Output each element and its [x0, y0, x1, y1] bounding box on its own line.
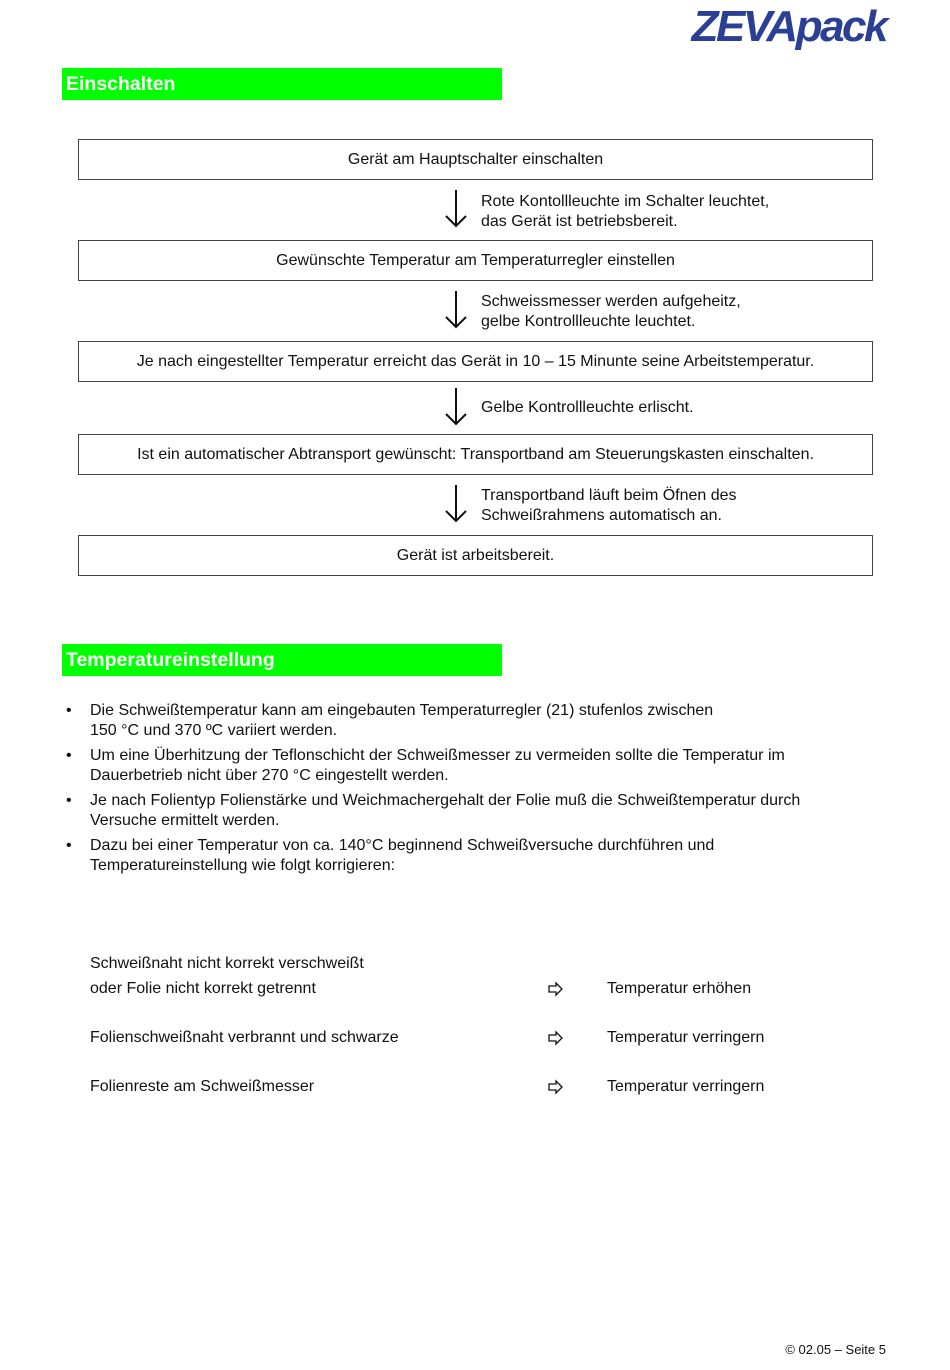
flow-note-4-line-2: Schweißrahmens automatisch an.	[481, 506, 722, 524]
correction-1-problem-line-1: Schweißnaht nicht korrekt verschweißt	[90, 955, 364, 972]
flow-note-4-line-1: Transportband läuft beim Öfnen des	[481, 487, 737, 504]
flow-note-1	[481, 192, 769, 231]
flow-note-1-line-2: das Gerät ist betriebsbereit.	[481, 212, 678, 230]
flow-step-4: Ist ein automatischer Abtransport gewünscht: Transportband am Steuerungskasten einschalten.	[78, 434, 873, 475]
page-footer: © 02.05 – Seite 5	[785, 1342, 886, 1357]
section-heading-temperatureinstellung: Temperatureinstellung	[62, 644, 502, 676]
bullet-icon: •	[66, 702, 72, 719]
bullet-icon: •	[66, 747, 72, 764]
flow-note-2-line-2: gelbe Kontrollleuchte leuchtet.	[481, 312, 696, 330]
list-item-line-2: Temperatureinstellung wie folgt korrigieren:	[90, 856, 396, 874]
correction-3-action: Temperatur verringern	[607, 1078, 765, 1095]
list-item-line-2: Versuche ermittelt werden.	[90, 811, 280, 829]
list-item-line-2: 150 °C und 370 ºC variiert werden.	[90, 721, 338, 739]
down-arrow-icon	[443, 289, 469, 331]
down-arrow-icon	[443, 483, 469, 525]
correction-3-problem: Folienreste am Schweißmesser	[90, 1078, 315, 1095]
flow-step-3: Je nach eingestellter Temperatur erreicht das Gerät in 10 – 15 Minunte seine Arbeitstemperatur.	[78, 341, 873, 382]
flow-step-5: Gerät ist arbeitsbereit.	[78, 535, 873, 576]
correction-1-action: Temperatur erhöhen	[607, 980, 752, 997]
flow-step-2: Gewünschte Temperatur am Temperaturregler einstellen	[78, 240, 873, 281]
list-item	[62, 746, 862, 785]
right-arrow-icon	[546, 977, 566, 1001]
list-item-line-1: Die Schweißtemperatur kann am eingebauten Temperaturregler (21) stufenlos zwischen	[90, 702, 714, 719]
bullet-icon: •	[66, 792, 72, 809]
flow-note-3	[481, 398, 694, 418]
flow-note-3-line-1: Gelbe Kontrollleuchte erlischt.	[481, 399, 694, 416]
right-arrow-icon	[546, 1026, 566, 1050]
bullet-icon: •	[66, 837, 72, 854]
list-item-line-2: Dauerbetrieb nicht über 270 °C eingestellt werden.	[90, 766, 449, 784]
flow-step-1: Gerät am Hauptschalter einschalten	[78, 139, 873, 180]
correction-1-problem-line-2: oder Folie nicht korrekt getrennt	[90, 980, 316, 997]
list-item	[62, 701, 862, 740]
correction-2-action: Temperatur verringern	[607, 1029, 765, 1046]
list-item	[62, 791, 862, 830]
flow-note-2	[481, 292, 741, 331]
down-arrow-icon	[443, 188, 469, 230]
list-item	[62, 836, 862, 875]
flow-note-4	[481, 486, 737, 525]
flow-note-2-line-1: Schweissmesser werden aufgeheitz,	[481, 293, 741, 310]
down-arrow-icon	[443, 386, 469, 428]
list-item-line-1: Dazu bei einer Temperatur von ca. 140°C beginnend Schweißversuche durchführen und	[90, 837, 715, 854]
list-item-line-1: Je nach Folientyp Folienstärke und Weichmachergehalt der Folie muß die Schweißtemperatur durch	[90, 792, 801, 809]
section-heading-einschalten: Einschalten	[62, 68, 502, 100]
bullet-list	[62, 701, 862, 881]
flow-note-1-line-1: Rote Kontollleuchte im Schalter leuchtet,	[481, 193, 770, 210]
right-arrow-icon	[546, 1075, 566, 1099]
correction-2-problem: Folienschweißnaht verbrannt und schwarze	[90, 1029, 399, 1046]
list-item-line-1: Um eine Überhitzung der Teflonschicht der Schweißmesser zu vermeiden sollte die Temperatur im	[90, 747, 785, 764]
zevapack-logo: ZEVApack	[691, 2, 886, 51]
